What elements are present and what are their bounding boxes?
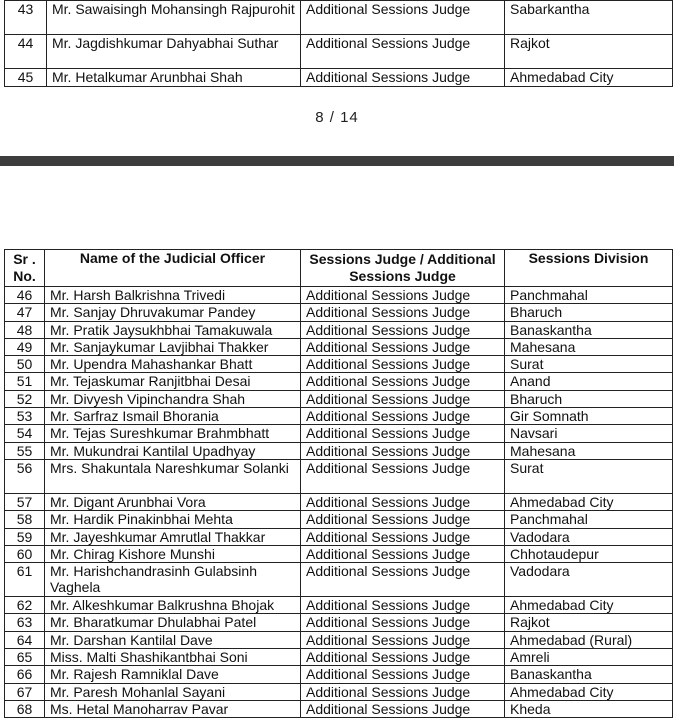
sr-no-cell: 67 <box>5 683 45 700</box>
officer-name-cell: Mr. Paresh Mohanlal Sayani <box>45 683 301 700</box>
table-row <box>5 666 673 683</box>
table-row <box>5 649 673 666</box>
designation-cell: Additional Sessions Judge <box>301 545 505 562</box>
designation-cell: Additional Sessions Judge <box>301 511 505 528</box>
division-cell: Anand <box>505 373 673 390</box>
division-cell: Navsari <box>505 425 673 442</box>
header-division: Sessions Division <box>505 250 673 287</box>
table-row <box>5 597 673 614</box>
table-row <box>5 1 673 35</box>
officer-name-cell: Mr. Tejas Sureshkumar Brahmbhatt <box>45 425 301 442</box>
officer-name-cell: Mr. Mukundrai Kantilal Upadhyay <box>45 442 301 459</box>
officer-name-cell: Mr. Pratik Jaysukhbhai Tamakuwala <box>45 321 301 338</box>
sr-no-cell: 46 <box>5 287 45 304</box>
designation-cell: Additional Sessions Judge <box>301 493 505 510</box>
division-cell: Panchmahal <box>505 287 673 304</box>
sr-no-cell: 52 <box>5 390 45 407</box>
sr-no-cell: 49 <box>5 338 45 355</box>
division-cell: Ahmedabad City <box>505 69 673 87</box>
sr-no-cell: 62 <box>5 597 45 614</box>
page-separator <box>0 156 674 166</box>
designation-cell: Additional Sessions Judge <box>301 69 505 87</box>
table-row <box>5 683 673 700</box>
sr-no-cell: 59 <box>5 528 45 545</box>
division-cell: Mahesana <box>505 442 673 459</box>
officer-name-cell: Mr. Hetalkumar Arunbhai Shah <box>47 69 301 87</box>
division-cell: Mahesana <box>505 338 673 355</box>
table-row <box>5 425 673 442</box>
division-cell: Rajkot <box>505 614 673 631</box>
table-row <box>5 700 673 717</box>
officer-name-cell: Mr. Harsh Balkrishna Trivedi <box>45 287 301 304</box>
sr-no-cell: 43 <box>5 1 47 35</box>
division-cell: Amreli <box>505 649 673 666</box>
table-row <box>5 338 673 355</box>
sr-no-cell: 54 <box>5 425 45 442</box>
division-cell: Ahmedabad City <box>505 597 673 614</box>
designation-cell: Additional Sessions Judge <box>301 631 505 648</box>
division-cell: Chhotaudepur <box>505 545 673 562</box>
officer-name-cell: Mr. Hardik Pinakinbhai Mehta <box>45 511 301 528</box>
table-row <box>5 545 673 562</box>
sr-no-cell: 47 <box>5 304 45 321</box>
designation-cell: Additional Sessions Judge <box>301 321 505 338</box>
designation-cell: Additional Sessions Judge <box>301 408 505 425</box>
division-cell: Sabarkantha <box>505 1 673 35</box>
table-row <box>5 614 673 631</box>
table-row <box>5 35 673 69</box>
division-cell: Gir Somnath <box>505 408 673 425</box>
designation-cell: Additional Sessions Judge <box>301 442 505 459</box>
designation-cell: Additional Sessions Judge <box>301 287 505 304</box>
designation-cell: Additional Sessions Judge <box>301 338 505 355</box>
sr-no-cell: 45 <box>5 69 47 87</box>
designation-cell: Additional Sessions Judge <box>301 528 505 545</box>
designation-cell: Additional Sessions Judge <box>301 666 505 683</box>
designation-cell: Additional Sessions Judge <box>301 683 505 700</box>
officer-name-cell: Mr. Upendra Mahashankar Bhatt <box>45 356 301 373</box>
division-cell: Surat <box>505 356 673 373</box>
previous-page-table <box>4 0 673 87</box>
table-row <box>5 563 673 597</box>
table-row <box>5 459 673 493</box>
officer-name-cell: Mr. Jayeshkumar Amrutlal Thakkar <box>45 528 301 545</box>
sr-no-cell: 60 <box>5 545 45 562</box>
sr-no-cell: 57 <box>5 493 45 510</box>
designation-cell: Additional Sessions Judge <box>301 1 505 35</box>
designation-cell: Additional Sessions Judge <box>301 425 505 442</box>
table-row <box>5 493 673 510</box>
division-cell: Vadodara <box>505 563 673 597</box>
table-row <box>5 408 673 425</box>
officer-name-cell: Mr. Sanjay Dhruvakumar Pandey <box>45 304 301 321</box>
designation-cell: Additional Sessions Judge <box>301 700 505 717</box>
designation-cell: Additional Sessions Judge <box>301 356 505 373</box>
officer-name-cell: Mr. Jagdishkumar Dahyabhai Suthar <box>47 35 301 69</box>
division-cell: Banaskantha <box>505 666 673 683</box>
sr-no-cell: 63 <box>5 614 45 631</box>
header-row <box>5 250 673 287</box>
designation-cell: Additional Sessions Judge <box>301 563 505 597</box>
judicial-officers-table <box>4 249 673 718</box>
officer-name-cell: Mr. Sarfraz Ismail Bhorania <box>45 408 301 425</box>
sr-no-cell: 50 <box>5 356 45 373</box>
officer-name-cell: Miss. Malti Shashikantbhai Soni <box>45 649 301 666</box>
officer-name-cell: Mr. Harishchandrasinh Gulabsinh Vaghela <box>45 563 301 597</box>
officer-name-cell: Mr. Rajesh Ramniklal Dave <box>45 666 301 683</box>
division-cell: Ahmedabad (Rural) <box>505 631 673 648</box>
sr-no-cell: 44 <box>5 35 47 69</box>
division-cell: Vadodara <box>505 528 673 545</box>
division-cell: Panchmahal <box>505 511 673 528</box>
table-row <box>5 321 673 338</box>
designation-cell: Additional Sessions Judge <box>301 304 505 321</box>
division-cell: Bharuch <box>505 390 673 407</box>
officer-name-cell: Mr. Darshan Kantilal Dave <box>45 631 301 648</box>
table-row <box>5 373 673 390</box>
sr-no-cell: 58 <box>5 511 45 528</box>
designation-cell: Additional Sessions Judge <box>301 373 505 390</box>
officer-name-cell: Mr. Divyesh Vipinchandra Shah <box>45 390 301 407</box>
designation-cell: Additional Sessions Judge <box>301 597 505 614</box>
officer-name-cell: Ms. Hetal Manoharrav Pavar <box>45 700 301 717</box>
designation-cell: Additional Sessions Judge <box>301 649 505 666</box>
sr-no-cell: 53 <box>5 408 45 425</box>
table-row <box>5 390 673 407</box>
header-designation: Sessions Judge / Additional Sessions Judge <box>301 250 505 287</box>
officer-name-cell: Mrs. Shakuntala Nareshkumar Solanki <box>45 459 301 493</box>
table-row <box>5 287 673 304</box>
officer-name-cell: Mr. Tejaskumar Ranjitbhai Desai <box>45 373 301 390</box>
sr-no-cell: 55 <box>5 442 45 459</box>
division-cell: Surat <box>505 459 673 493</box>
table-row <box>5 304 673 321</box>
designation-cell: Additional Sessions Judge <box>301 35 505 69</box>
table-row <box>5 528 673 545</box>
division-cell: Ahmedabad City <box>505 683 673 700</box>
sr-no-cell: 56 <box>5 459 45 493</box>
sr-no-cell: 48 <box>5 321 45 338</box>
division-cell: Rajkot <box>505 35 673 69</box>
sr-no-cell: 61 <box>5 563 45 597</box>
designation-cell: Additional Sessions Judge <box>301 459 505 493</box>
table-row <box>5 356 673 373</box>
table-body <box>5 287 673 718</box>
officer-name-cell: Mr. Alkeshkumar Balkrushna Bhojak <box>45 597 301 614</box>
officer-name-cell: Mr. Bharatkumar Dhulabhai Patel <box>45 614 301 631</box>
officer-name-cell: Mr. Digant Arunbhai Vora <box>45 493 301 510</box>
officer-name-cell: Mr. Chirag Kishore Munshi <box>45 545 301 562</box>
sr-no-cell: 51 <box>5 373 45 390</box>
sr-no-cell: 64 <box>5 631 45 648</box>
designation-cell: Additional Sessions Judge <box>301 390 505 407</box>
header-officer-name: Name of the Judicial Officer <box>45 250 301 287</box>
officer-name-cell: Mr. Sanjaykumar Lavjibhai Thakker <box>45 338 301 355</box>
header-sr-no: Sr . No. <box>5 250 45 287</box>
officer-name-cell: Mr. Sawaisingh Mohansingh Rajpurohit <box>47 1 301 35</box>
table-row <box>5 69 673 87</box>
division-cell: Banaskantha <box>505 321 673 338</box>
sr-no-cell: 66 <box>5 666 45 683</box>
table-row <box>5 511 673 528</box>
designation-cell: Additional Sessions Judge <box>301 614 505 631</box>
table-row <box>5 631 673 648</box>
sr-no-cell: 68 <box>5 700 45 717</box>
division-cell: Bharuch <box>505 304 673 321</box>
page-number: 8 / 14 <box>315 109 359 126</box>
sr-no-cell: 65 <box>5 649 45 666</box>
division-cell: Ahmedabad City <box>505 493 673 510</box>
division-cell: Kheda <box>505 700 673 717</box>
table-row <box>5 442 673 459</box>
